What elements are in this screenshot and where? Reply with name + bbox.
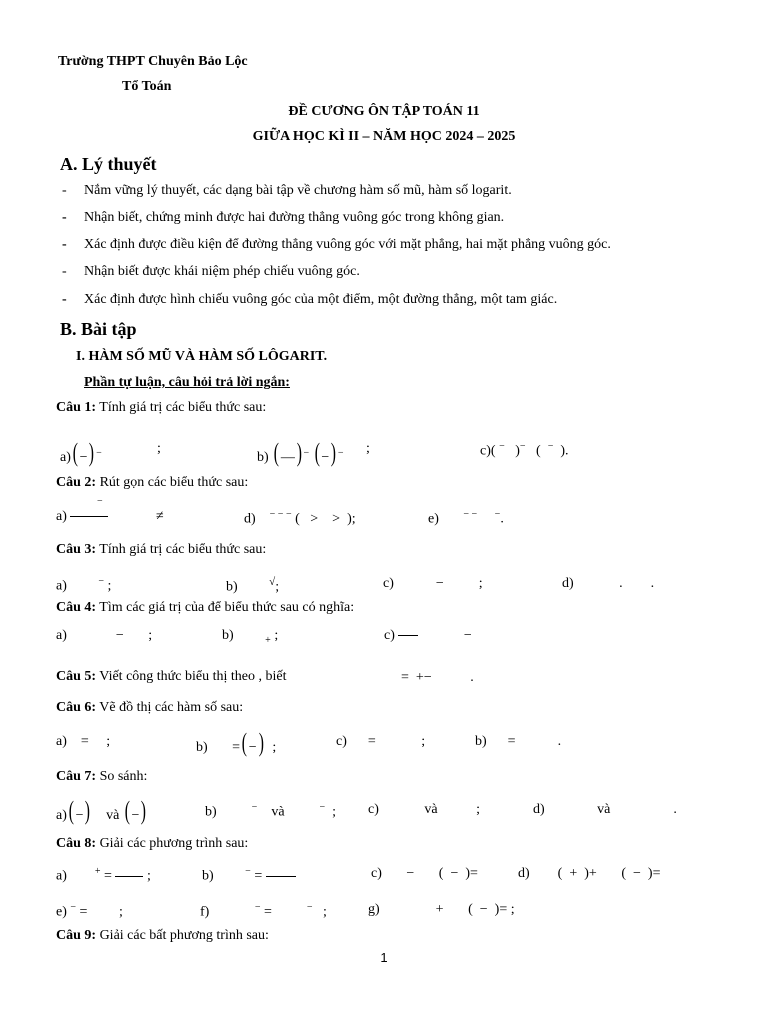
q8-part-g: g) + ( − )= ; (368, 902, 515, 917)
q8-part-f: f) − = − ; (200, 902, 327, 920)
question-label: Câu 3: (56, 542, 97, 557)
section-b-heading: B. Bài tập (60, 319, 137, 339)
q7-part-d: d) và . (533, 802, 677, 817)
question-label: Câu 5: (56, 669, 97, 684)
q3-part-b: b) √; (226, 576, 280, 595)
q4-part-a: a) − ; (56, 628, 153, 643)
q1-part-c: c)( − )− ( − ). (480, 441, 569, 459)
theory-item-4: Nhận biết được khái niệm phép chiếu vuông góc. (84, 264, 360, 279)
q1-sep: ; (157, 441, 161, 456)
document-title: ĐỀ CƯƠNG ÔN TẬP TOÁN 11 (288, 104, 480, 119)
q7-part-c: c) và ; (368, 802, 480, 817)
q3-part-c: c) − ; (383, 576, 483, 591)
part-heading: Phần tự luận, câu hỏi trả lời ngắn: (84, 375, 290, 390)
q6-part-d: b) = . (475, 734, 562, 749)
q8-part-c: c) − ( − )= (371, 866, 478, 881)
question-label: Câu 7: (56, 769, 97, 784)
theory-item-3: Xác định được điều kiện để đường thẳng vuông góc với mặt phẳng, hai mặt phẳng vuông góc. (84, 237, 611, 252)
bullet-marker: - (62, 292, 67, 307)
q8-part-d: d) ( + )+ ( − )= (518, 866, 661, 881)
question-text: Tính giá trị các biểu thức sau: (96, 542, 267, 557)
section-a-heading: A. Lý thuyết (60, 154, 157, 174)
question-text: Viết công thức biểu thị theo , biết (96, 669, 287, 684)
q5-relation: = +− . (401, 670, 474, 685)
question-label: Câu 1: (56, 400, 97, 415)
q8-part-b: b) − = (202, 866, 296, 885)
q4-part-b: b) $_+$ ; (222, 628, 279, 646)
question-3 (56, 542, 266, 558)
q3-part-d: d) . . (562, 576, 655, 591)
theory-item-5: Xác định được hình chiếu vuông góc của một điểm, một đường thẳng, một tam giác. (84, 292, 558, 307)
question-1 (56, 400, 266, 416)
school-name: Trường THPT Chuyên Bảo Lộc (58, 54, 248, 69)
q1-sep: ; (366, 441, 370, 456)
q1-part-a: a)( −) − (60, 438, 102, 467)
question-label: Câu 9: (56, 928, 97, 943)
q2-minus: − (97, 496, 103, 507)
question-text: Tìm các giá trị của để biểu thức sau có nghĩa: (96, 600, 355, 615)
bullet-marker: - (62, 237, 67, 252)
q6-part-c: c) = ; (336, 734, 426, 749)
q7-part-b: b) − và − ; (205, 802, 337, 820)
question-9 (56, 928, 269, 944)
question-text: Giải các bất phương trình sau: (96, 928, 269, 943)
question-text: Vẽ đồ thị các hàm số sau: (96, 700, 244, 715)
subsection-heading: I. HÀM SỐ MŨ VÀ HÀM SỐ LÔGARIT. (76, 349, 328, 364)
question-5 (56, 669, 286, 685)
q3-part-a: a) − ; (56, 576, 112, 594)
bullet-marker: - (62, 183, 67, 198)
q2-neq: ≠ (156, 509, 164, 524)
question-text: Giải các phương trình sau: (96, 836, 249, 851)
q2-part-e: e) − − −. (428, 509, 504, 527)
q6-part-a: a) = ; (56, 734, 111, 749)
q8-part-a: a) + = ; (56, 866, 151, 884)
q8-part-e: e) − = ; (56, 902, 123, 920)
q2-part-a: a) (56, 509, 108, 525)
theory-item-1: Nắm vững lý thuyết, các dạng bài tập về chương hàm số mũ, hàm số logarit. (84, 183, 512, 198)
q4-part-c: c) − (384, 628, 472, 643)
q7-part-a: a)( −) và ( −) (56, 796, 147, 825)
department-name: Tổ Toán (122, 79, 172, 94)
question-label: Câu 8: (56, 836, 97, 851)
question-4 (56, 600, 354, 616)
question-text: Tính giá trị các biểu thức sau: (96, 400, 267, 415)
question-8 (56, 836, 248, 852)
document-subtitle: GIỮA HỌC KÌ II – NĂM HỌC 2024 – 2025 (252, 129, 516, 144)
theory-item-2: Nhận biết, chứng minh được hai đường thẳng vuông góc trong không gian. (84, 210, 505, 225)
question-text: So sánh: (96, 769, 148, 784)
bullet-marker: - (62, 210, 67, 225)
q1-part-b: b) ( —) − ( −) − (257, 438, 344, 467)
question-7 (56, 769, 147, 785)
q2-part-d: d) − − − ( > > ); (244, 509, 356, 527)
question-text: Rút gọn các biểu thức sau: (96, 475, 249, 490)
bullet-marker: - (62, 264, 67, 279)
question-2 (56, 475, 248, 491)
question-label: Câu 2: (56, 475, 97, 490)
question-label: Câu 4: (56, 600, 97, 615)
page-number: 1 (380, 950, 388, 965)
q6-part-b: b) =( −) ; (196, 728, 277, 757)
question-label: Câu 6: (56, 700, 97, 715)
question-6 (56, 700, 243, 716)
